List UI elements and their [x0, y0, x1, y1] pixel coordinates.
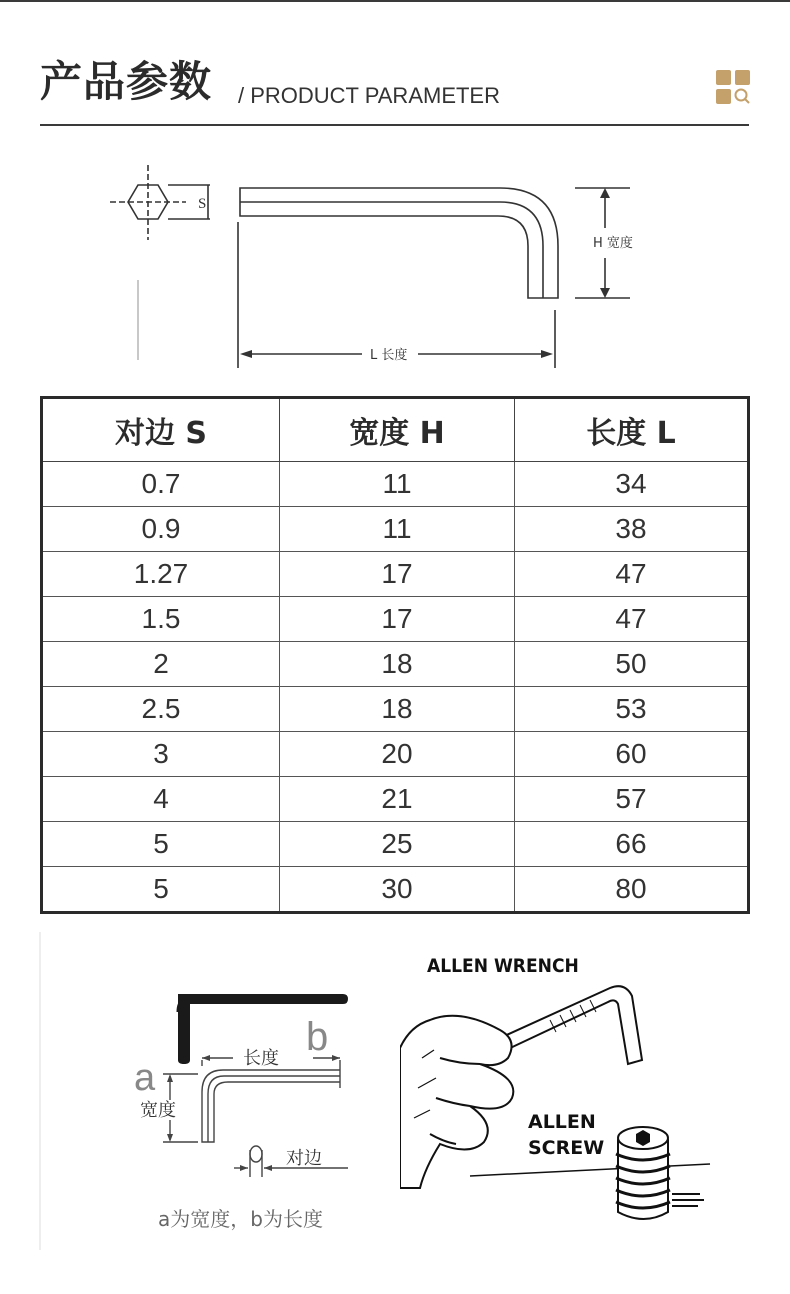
cell-length: 53: [515, 687, 749, 732]
column-header-width: 宽度 H: [280, 398, 515, 462]
page-title: 产品参数: [40, 57, 213, 106]
cell-width: 17: [280, 552, 515, 597]
b-label: b: [306, 1015, 329, 1059]
cell-length: 38: [515, 507, 749, 552]
table-row: [42, 732, 749, 777]
s-dimension-label: S: [198, 196, 207, 212]
diagram-caption: a为宽度，b为长度: [158, 1207, 323, 1231]
cell-flat: 3: [42, 732, 280, 777]
grid-search-icon: [716, 70, 750, 104]
cell-length: 60: [515, 732, 749, 777]
cell-length: 34: [515, 462, 749, 507]
width-label: 宽度: [140, 1100, 176, 1121]
column-header-flat: 对边 S: [42, 398, 280, 462]
cell-flat: 0.7: [42, 462, 280, 507]
table-row: [42, 462, 749, 507]
cell-length: 66: [515, 822, 749, 867]
cell-flat: 2: [42, 642, 280, 687]
cell-length: 50: [515, 642, 749, 687]
table-row: [42, 597, 749, 642]
column-header-length: 长度 L: [515, 398, 749, 462]
h-dimension-label: H 宽度: [593, 236, 633, 251]
length-label: 长度: [243, 1048, 279, 1069]
l-dimension-label: L 长度: [370, 348, 408, 363]
table-header-row: [42, 398, 749, 462]
table-row: [42, 822, 749, 867]
cell-length: 80: [515, 867, 749, 913]
page-subtitle: / PRODUCT PARAMETER: [238, 83, 500, 108]
parameter-table: [40, 396, 750, 914]
cell-width: 30: [280, 867, 515, 913]
cell-flat: 1.27: [42, 552, 280, 597]
allen-wrench-label: ALLEN WRENCH: [427, 955, 579, 977]
cell-width: 20: [280, 732, 515, 777]
cell-width: 25: [280, 822, 515, 867]
cell-flat: 5: [42, 867, 280, 913]
cell-flat: 4: [42, 777, 280, 822]
cell-flat: 2.5: [42, 687, 280, 732]
table-row: [42, 777, 749, 822]
allen-screw-label-1: ALLEN: [528, 1111, 596, 1133]
cell-flat: 5: [42, 822, 280, 867]
table-row: [42, 507, 749, 552]
wrench-dimension-diagram: [100, 150, 750, 380]
cell-length: 47: [515, 552, 749, 597]
cell-width: 18: [280, 642, 515, 687]
table-row: [42, 867, 749, 913]
allen-wrench-illustration: [400, 938, 750, 1238]
flat-label: 对边: [286, 1148, 322, 1169]
table-row: [42, 687, 749, 732]
a-label: a: [134, 1057, 156, 1099]
cell-width: 21: [280, 777, 515, 822]
header-divider: [40, 124, 749, 126]
cell-width: 11: [280, 507, 515, 552]
table-row: [42, 642, 749, 687]
cell-width: 17: [280, 597, 515, 642]
top-border-line: [0, 0, 790, 2]
cell-flat: 0.9: [42, 507, 280, 552]
table-row: [42, 552, 749, 597]
cell-length: 47: [515, 597, 749, 642]
cell-flat: 1.5: [42, 597, 280, 642]
cell-length: 57: [515, 777, 749, 822]
cell-width: 18: [280, 687, 515, 732]
cell-width: 11: [280, 462, 515, 507]
allen-screw-label-2: SCREW: [528, 1137, 605, 1159]
